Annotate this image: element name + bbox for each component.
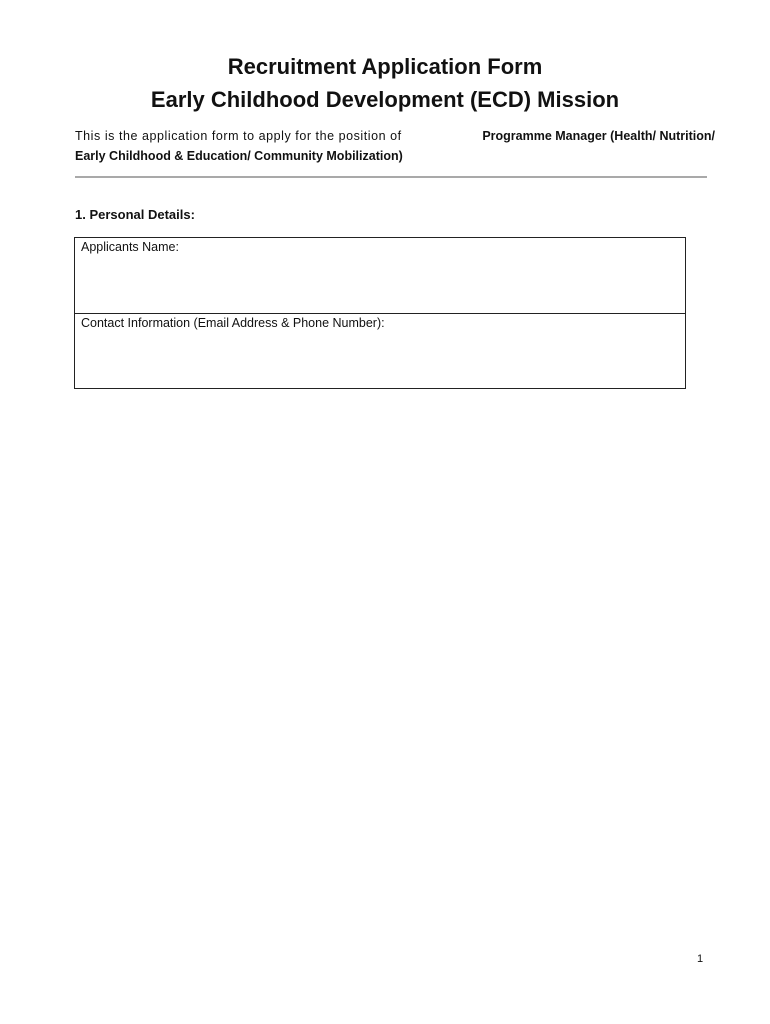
applicant-name-label: Applicants Name: (81, 240, 179, 254)
position-title-part-1: Programme Manager (Health/ Nutrition/ (482, 129, 715, 143)
horizontal-divider (75, 176, 707, 178)
intro-paragraph-line-1 (75, 126, 715, 146)
applicant-name-field[interactable] (75, 238, 685, 313)
intro-text: This is the application form to apply for the position of (75, 129, 402, 143)
contact-information-label: Contact Information (Email Address & Phone Number): (81, 316, 385, 330)
page-number: 1 (697, 953, 704, 965)
form-title: Recruitment Application Form (227, 54, 543, 79)
section-heading-personal-details: 1. Personal Details: (75, 207, 195, 222)
personal-details-table (74, 237, 686, 389)
position-title-part-2: Early Childhood & Education/ Community Mobilization) (75, 149, 403, 163)
form-subtitle: Early Childhood Development (ECD) Mission (150, 87, 620, 112)
contact-information-field[interactable] (75, 313, 685, 388)
